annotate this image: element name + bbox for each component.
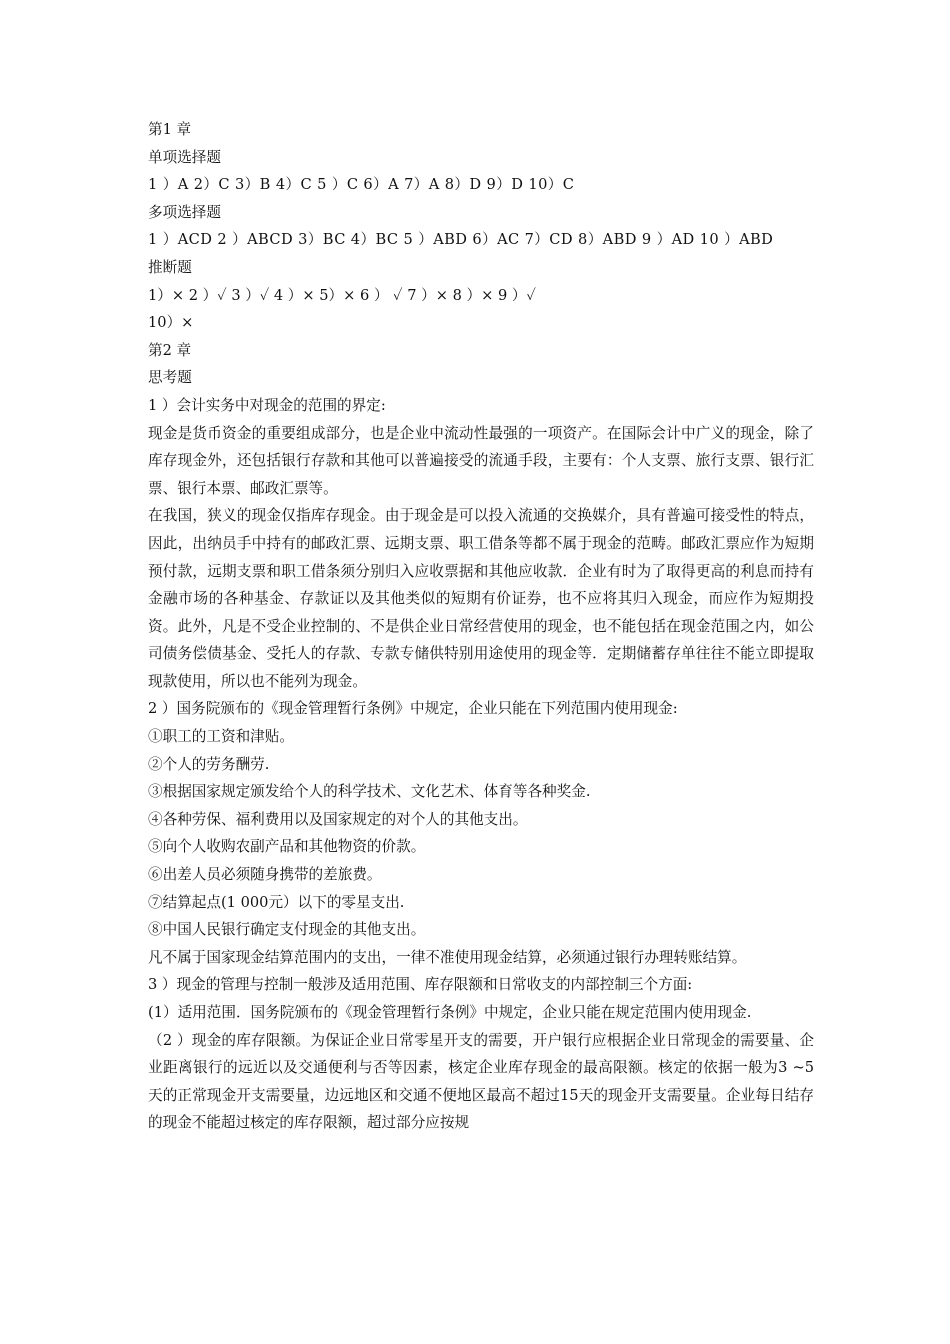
- question-1: 1 ）会计实务中对现金的范围的界定:: [148, 396, 386, 414]
- q2-list-item: ⑤向个人收购农副产品和其他物资的价款。: [148, 838, 426, 856]
- question-1-paragraph-1: 现金是货币资金的重要组成部分，也是企业中流动性最强的一项资产。在国际会计中广义的现金，除了库存现金外，还包括银行存款和其他可以普遍接受的流通手段，主要有：个人支票、旅行支票、银行汇票、银行本票、邮政汇票等。: [148, 424, 814, 497]
- q2-list-item: ③根据国家规定颁发给个人的科学技术、文化艺术、体育等各种奖金.: [148, 783, 591, 801]
- single-choice-answers: 1 ）A 2）C 3）B 4）C 5 ）C 6）A 7）A 8）D 9）D 10）C: [148, 176, 575, 194]
- multi-choice-heading: 多项选择题: [148, 203, 221, 221]
- q2-list-item: ①职工的工资和津贴。: [148, 728, 294, 746]
- question-3: 3 ）现金的管理与控制一般涉及适用范围、库存限额和日常收支的内部控制三个方面:: [148, 976, 693, 994]
- question-2-conclusion: 凡不属于国家现金结算范围内的支出，一律不准使用现金结算，必须通过银行办理转账结算。: [148, 948, 747, 966]
- q2-list-item: ②个人的劳务酬劳.: [148, 755, 270, 773]
- judgment-heading: 推断题: [148, 258, 192, 276]
- q2-list-item: ⑥出差人员必须随身携带的差旅费。: [148, 866, 382, 884]
- judgment-answers-line-2: 10）×: [148, 314, 194, 332]
- question-2: 2 ）国务院颁布的《现金管理暂行条例》中规定，企业只能在下列范围内使用现金:: [148, 700, 678, 718]
- q2-list-item: ④各种劳保、福利费用以及国家规定的对个人的其他支出。: [148, 810, 528, 828]
- q2-list-item: ⑦结算起点(1 000元）以下的零星支出.: [148, 893, 405, 911]
- question-3-paragraph-1: (1）适用范围．国务院颁布的《现金管理暂行条例》中规定，企业只能在规定范围内使用现金.: [148, 1004, 752, 1021]
- document-page: [148, 116, 814, 1137]
- chapter-1-title: 第1 章: [148, 121, 192, 138]
- q2-list-item: ⑧中国人民银行确定支付现金的其他支出。: [148, 921, 426, 939]
- question-3-paragraph-2: （2 ）现金的库存限额。为保证企业日常零星开支的需要，开户银行应根据企业日常现金的需要量、企业距离银行的远近以及交通便利与否等因素，核定企业库存现金的最高限额。核定的依据一般为3 ~5 天的正常现金开支需要量，边远地区和交通不便地区最高不超过15天的现金开支需要量。企业每日结存的现金不能超过核定的库存限额，超过部分应按规: [148, 1031, 814, 1132]
- chapter-2-title: 第2 章: [148, 341, 192, 359]
- multi-choice-answers: 1 ）ACD 2 ）ABCD 3）BC 4）BC 5 ）ABD 6）AC 7）CD 8）ABD 9 ）AD 10 ）ABD: [148, 231, 774, 249]
- single-choice-heading: 单项选择题: [148, 148, 221, 166]
- judgment-answers-line-1: 1）× 2 ）✓ 3 ）✓ 4 ）× 5）× 6 ） ✓ 7 ）× 8 ）× 9 ）✓: [148, 286, 536, 304]
- question-1-paragraph-2: 在我国，狭义的现金仅指库存现金。由于现金是可以投入流通的交换媒介，具有普遍可接受性的特点，因此，出纳员手中持有的邮政汇票、远期支票、职工借条等都不属于现金的范畴。邮政汇票应作为短期预付款，远期支票和职工借条须分别归入应收票据和其他应收款．企业有时为了取得更高的利息而持有金融市场的各种基金、存款证以及其他类似的短期有价证券，也不应将其归入现金，而应作为短期投资。此外，凡是不受企业控制的、不是供企业日常经营使用的现金，也不能包括在现金范围之内，如公司债务偿债基金、受托人的存款、专款专储供特别用途使用的现金等．定期储蓄存单往往不能立即提取现款使用，所以也不能列为现金。: [148, 507, 814, 690]
- thinking-heading: 思考题: [148, 369, 192, 387]
